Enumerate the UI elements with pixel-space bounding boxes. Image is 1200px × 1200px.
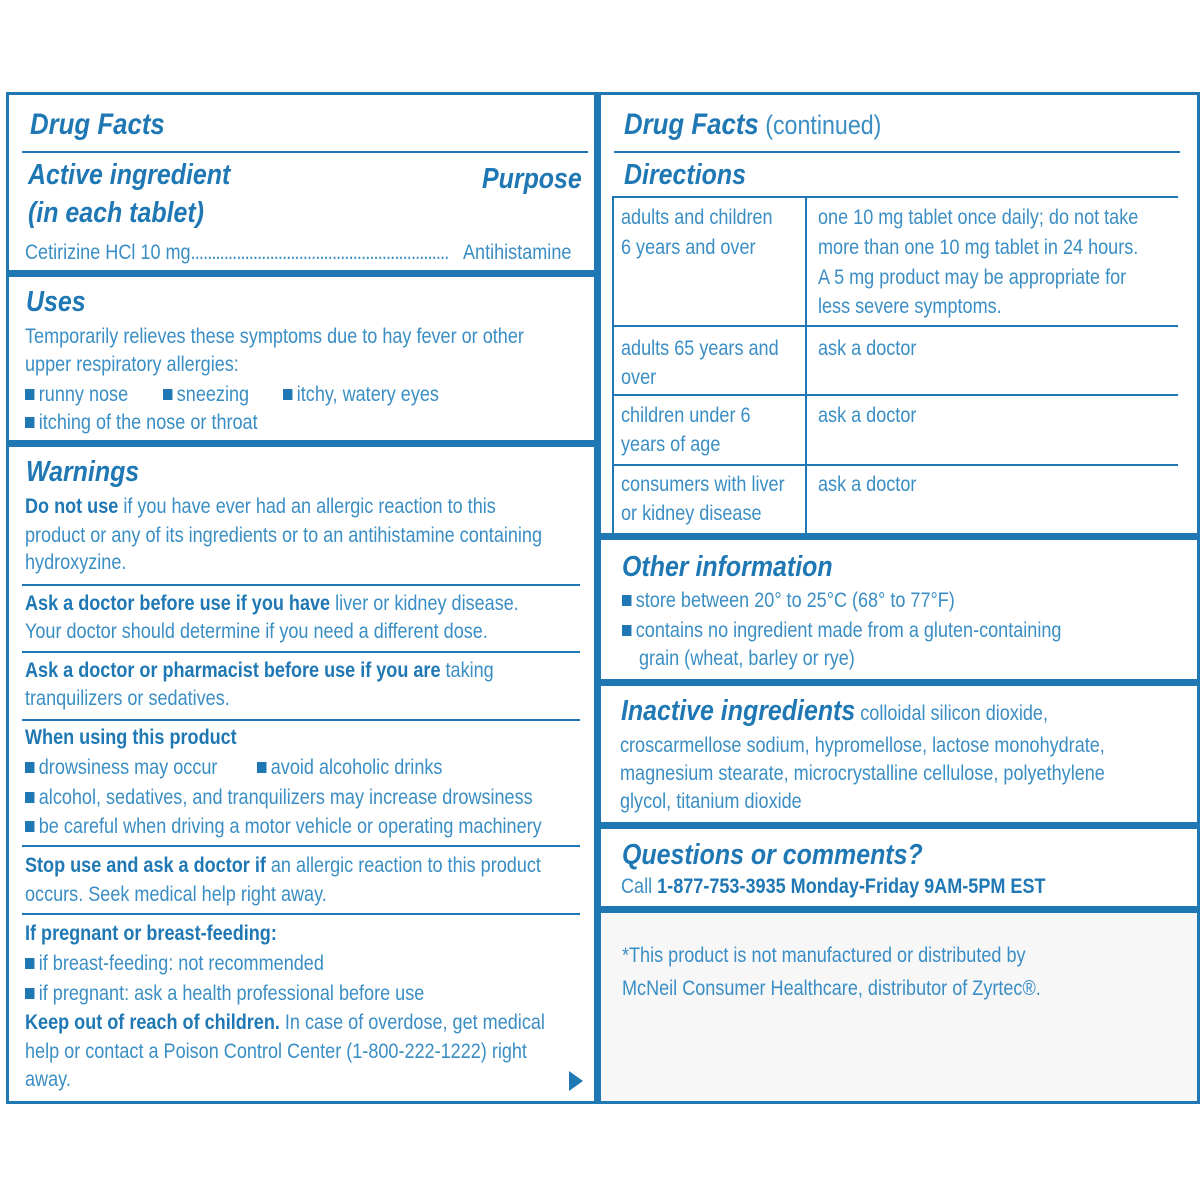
warning-text <box>25 851 541 880</box>
drug-facts-continued-title <box>624 106 881 144</box>
other-info-heading: Other information <box>622 551 833 583</box>
square-bullet-icon <box>257 762 266 773</box>
list-item <box>25 408 258 437</box>
continued-label: (continued) <box>758 110 882 140</box>
warning-text-part: if you have ever had an allergic reaction to this <box>118 495 496 518</box>
warning-text: tranquilizers or sedatives. <box>25 687 230 710</box>
warnings-heading: Warnings <box>26 456 140 488</box>
divider <box>22 913 580 915</box>
drug-facts-title: Drug Facts <box>30 108 165 141</box>
when-using-heading: When using this product <box>25 726 237 749</box>
divider <box>22 845 580 847</box>
list-item <box>25 753 217 782</box>
divider <box>22 151 588 153</box>
questions-text <box>621 872 1046 901</box>
questions-heading: Questions or comments? <box>622 839 923 871</box>
table-line <box>612 198 614 533</box>
square-bullet-icon <box>25 389 34 400</box>
list-item <box>622 586 955 615</box>
section-divider <box>596 822 1200 829</box>
ingredient-purpose: Antihistamine <box>463 241 572 264</box>
square-bullet-icon <box>283 389 292 400</box>
warning-text <box>25 589 519 618</box>
list-item <box>257 753 442 782</box>
divider <box>22 651 580 653</box>
square-bullet-icon <box>25 821 34 832</box>
ingredient-name: Cetirizine HCl 10 mg <box>25 241 191 264</box>
square-bullet-icon <box>25 792 34 803</box>
list-item <box>25 380 128 409</box>
square-bullet-icon <box>25 988 34 999</box>
directions-what: ask a doctor <box>818 473 917 496</box>
square-bullet-icon <box>163 389 172 400</box>
list-item <box>163 380 249 409</box>
disclaimer-text: McNeil Consumer Healthcare, distributor of Zyrtec®. <box>622 977 1041 1000</box>
square-bullet-icon <box>25 417 34 428</box>
inactive-text: croscarmellose sodium, hypromellose, lactose monohydrate, <box>620 734 1105 757</box>
directions-who: children under 6 <box>621 404 751 427</box>
when-using-item: drowsiness may occur <box>38 756 218 779</box>
pregnant-item: if pregnant: ask a health professional before use <box>38 982 425 1005</box>
warning-text <box>25 492 496 521</box>
use-item: itchy, watery eyes <box>296 383 439 406</box>
directions-what: more than one 10 mg tablet in 24 hours. <box>818 236 1139 259</box>
warning-text: Your doctor should determine if you need a different dose. <box>25 620 488 643</box>
section-divider <box>596 679 1200 686</box>
list-item <box>25 949 324 978</box>
square-bullet-icon <box>622 595 631 606</box>
leader-dots: .............................................................. <box>190 241 449 264</box>
call-label: Call <box>621 875 658 898</box>
directions-who: or kidney disease <box>621 502 762 525</box>
table-line <box>612 394 1178 396</box>
warning-label: Keep out of reach of children. <box>25 1011 280 1034</box>
inactive-text: colloidal silicon dioxide, <box>855 702 1048 725</box>
directions-heading: Directions <box>624 159 746 191</box>
table-line <box>612 464 1178 466</box>
inactive-heading: Inactive ingredients <box>621 695 856 727</box>
table-line <box>612 325 1178 327</box>
warning-text-part: an allergic reaction to this product <box>265 854 541 877</box>
column-divider <box>594 92 601 1104</box>
divider <box>614 151 1180 153</box>
list-item <box>25 783 533 812</box>
active-ingredient-subheading: (in each tablet) <box>28 197 205 229</box>
directions-what: A 5 mg product may be appropriate for <box>818 266 1127 289</box>
directions-who: over <box>621 366 657 389</box>
table-line <box>612 196 1178 198</box>
warning-text <box>25 1008 545 1037</box>
warning-text-part: liver or kidney disease. <box>330 592 519 615</box>
divider <box>22 719 580 721</box>
directions-who: consumers with liver <box>621 473 785 496</box>
directions-who: 6 years and over <box>621 236 756 259</box>
section-divider <box>596 906 1200 913</box>
disclaimer-text: *This product is not manufactured or distributed by <box>622 944 1026 967</box>
warning-text: away. <box>25 1068 71 1091</box>
when-using-item: avoid alcoholic drinks <box>270 756 443 779</box>
use-item: sneezing <box>176 383 250 406</box>
warning-label: Do not use <box>25 495 119 518</box>
when-using-item: alcohol, sedatives, and tranquilizers may increase drowsiness <box>38 786 533 809</box>
purpose-heading: Purpose <box>482 163 582 195</box>
square-bullet-icon <box>622 625 631 636</box>
directions-what: ask a doctor <box>818 404 917 427</box>
list-item <box>622 616 1061 645</box>
other-info-continuation: grain (wheat, barley or rye) <box>639 647 855 670</box>
directions-who: adults 65 years and <box>621 337 779 360</box>
title-text: Drug Facts <box>624 108 759 141</box>
uses-text: Temporarily relieves these symptoms due to hay fever or other <box>25 325 524 348</box>
square-bullet-icon <box>25 762 34 773</box>
directions-who: years of age <box>621 433 721 456</box>
use-item: runny nose <box>38 383 129 406</box>
inactive-text: glycol, titanium dioxide <box>620 790 802 813</box>
warning-text: help or contact a Poison Control Center (1-800-222-1222) right <box>25 1040 527 1063</box>
warning-label: Stop use and ask a doctor if <box>25 854 266 877</box>
directions-what: less severe symptoms. <box>818 295 1002 318</box>
warning-label: Ask a doctor before use if you have <box>25 592 331 615</box>
divider <box>22 584 580 586</box>
pregnant-item: if breast-feeding: not recommended <box>38 952 324 975</box>
use-item: itching of the nose or throat <box>38 411 258 434</box>
warning-text-part: In case of overdose, get medical <box>279 1011 545 1034</box>
pregnant-heading: If pregnant or breast-feeding: <box>25 922 277 945</box>
other-info-item: contains no ingredient made from a gluten-containing <box>635 619 1062 642</box>
table-line <box>805 198 807 533</box>
list-item <box>25 979 424 1008</box>
inactive-text: magnesium stearate, microcrystalline cellulose, polyethylene <box>620 762 1105 785</box>
inactive-ingredients <box>621 692 1048 730</box>
when-using-item: be careful when driving a motor vehicle or operating machinery <box>38 815 542 838</box>
uses-heading: Uses <box>26 286 86 318</box>
section-divider <box>596 533 1200 540</box>
square-bullet-icon <box>25 958 34 969</box>
phone-number: 1-877-753-3935 Monday-Friday 9AM-5PM EST <box>657 875 1046 898</box>
other-info-item: store between 20° to 25°C (68° to 77°F) <box>635 589 955 612</box>
list-item <box>283 380 439 409</box>
warning-label: Ask a doctor or pharmacist before use if you are <box>25 659 441 682</box>
continue-arrow-icon <box>569 1071 583 1091</box>
directions-what: one 10 mg tablet once daily; do not take <box>818 206 1139 229</box>
warning-text <box>25 656 494 685</box>
list-item <box>25 812 542 841</box>
directions-who: adults and children <box>621 206 773 229</box>
active-ingredient-heading: Active ingredient <box>28 159 231 191</box>
warning-text-part: taking <box>440 659 494 682</box>
directions-what: ask a doctor <box>818 337 917 360</box>
warning-text: product or any of its ingredients or to an antihistamine containing <box>25 524 543 547</box>
warning-text: hydroxyzine. <box>25 551 127 574</box>
ingredient-line <box>25 238 448 267</box>
section-divider <box>6 440 596 447</box>
uses-text: upper respiratory allergies: <box>25 353 239 376</box>
warning-text: occurs. Seek medical help right away. <box>25 883 327 906</box>
section-divider <box>6 270 596 277</box>
